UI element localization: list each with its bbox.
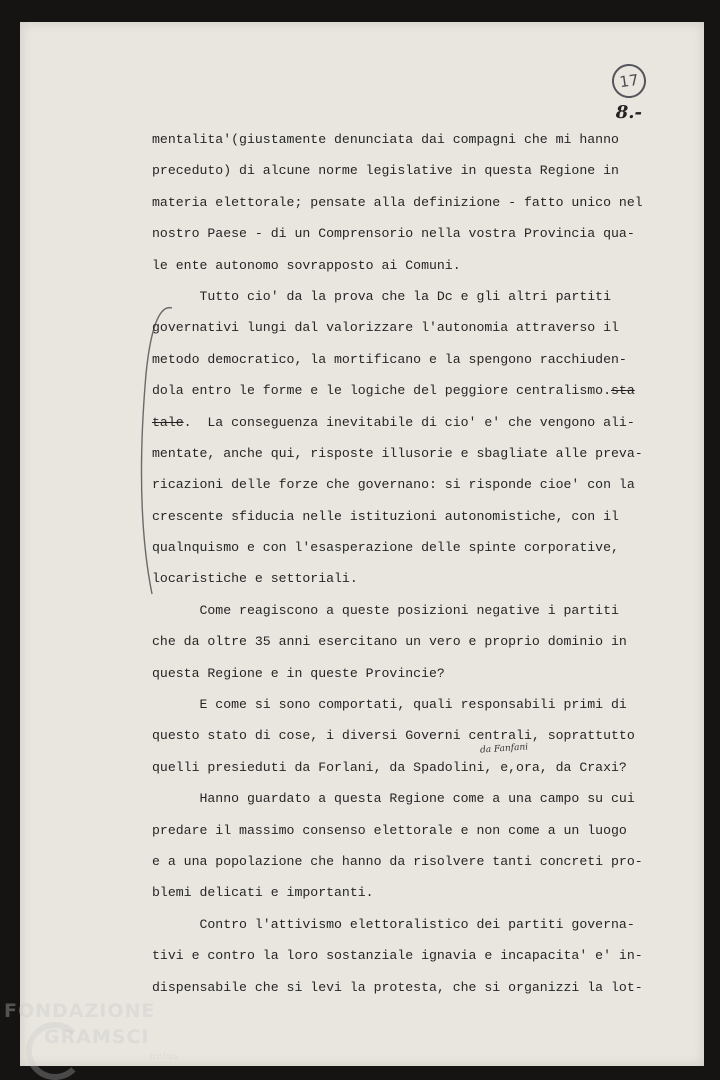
text-line: [152, 407, 652, 438]
watermark-g-logo-icon: [26, 1022, 84, 1080]
struck-word: tale: [152, 414, 184, 430]
text-line: dispensabile che si levi la protesta, che si organizzi la lot-: [152, 979, 643, 995]
text-line: questo stato di cose, i diversi Governi centrali, soprattutto: [152, 728, 635, 744]
struck-word: sta: [611, 383, 635, 399]
text-line: locaristiche e settoriali.: [152, 571, 358, 587]
text-line: Contro l'attivismo elettoralistico dei partiti governa-: [152, 916, 635, 932]
text-line: qualnquismo e con l'esasperazione delle spinte corporative,: [152, 540, 619, 556]
text-line: mentate, anche qui, risposte illusorie e sbagliate alle preva-: [152, 445, 643, 461]
text-line: e a una popolazione che hanno da risolvere tanti concreti pro-: [152, 853, 643, 869]
page-number: 8.-: [615, 102, 642, 123]
text-line: Tutto cio' da la prova che la Dc e gli altri partiti: [152, 288, 611, 304]
text-line: predare il massimo consenso elettorale e non come a un luogo: [152, 822, 627, 838]
watermark-line1: FONDAZIONE: [4, 1000, 156, 1022]
circled-archive-number: 17: [610, 62, 648, 100]
text-line: tivi e contro la loro sostanziale ignavia e incapacita' e' in-: [152, 948, 643, 964]
watermark-line3: onlus: [150, 1052, 180, 1062]
text-line: E come si sono comportati, quali responsabili primi di: [152, 697, 627, 713]
text-line: ricazioni delle forze che governano: si risponde cioe' con la: [152, 477, 635, 493]
text-line: [152, 375, 652, 406]
text-line-content: dola entro le forme e le logiche del peggiore centralismo.: [152, 383, 611, 399]
text-line: governativi lungi dal valorizzare l'autonomia attraverso il: [152, 320, 619, 336]
text-line: blemi delicati e importanti.: [152, 885, 374, 901]
text-line: preceduto) di alcune norme legislative in questa Regione in: [152, 163, 619, 179]
typed-body-text: [152, 124, 652, 1003]
text-line: quelli presieduti da Forlani, da Spadolini, e,ora, da Craxi?: [152, 759, 627, 775]
handwritten-insert: da Fanfani: [479, 742, 529, 756]
fondazione-gramsci-watermark: [4, 1000, 180, 1062]
text-line: crescente sfiducia nelle istituzioni autonomistiche, con il: [152, 508, 619, 524]
text-line: le ente autonomo sovrapposto ai Comuni.: [152, 257, 461, 273]
text-line: mentalita'(giustamente denunciata dai compagni che mi hanno: [152, 132, 619, 147]
text-line: che da oltre 35 anni esercitano un vero e proprio dominio in: [152, 634, 627, 650]
text-line: Come reagiscono a queste posizioni negative i partiti: [152, 602, 619, 618]
text-line: metodo democratico, la mortificano e la spengono racchiuden-: [152, 351, 627, 367]
text-line: Hanno guardato a questa Regione come a una campo su cui: [152, 791, 635, 807]
text-line: questa Regione e in queste Provincie?: [152, 665, 445, 681]
watermark-line2: GRAMSCI: [44, 1026, 150, 1048]
text-line: materia elettorale; pensate alla definizione - fatto unico nel: [152, 194, 643, 210]
text-line-content: . La conseguenza inevitabile di cio' e' che vengono ali-: [183, 414, 635, 430]
text-line: nostro Paese - di un Comprensorio nella vostra Provincia qua-: [152, 226, 635, 242]
